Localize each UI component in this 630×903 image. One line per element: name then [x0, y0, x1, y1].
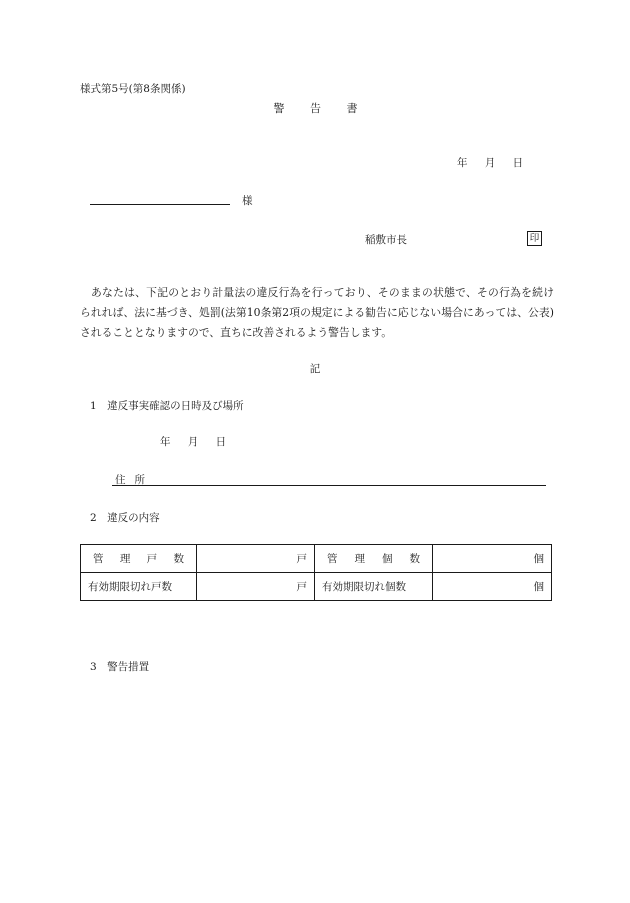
page-title: 警 告 書 — [273, 102, 369, 115]
address-label: 住所 — [115, 474, 154, 486]
seal-mark: 印 — [527, 231, 542, 246]
section2-heading: 2 違反の内容 — [90, 512, 160, 524]
section3-heading: 3 警告措置 — [90, 661, 150, 673]
managed-households-unit: 戸 — [197, 545, 315, 573]
table-row — [81, 545, 552, 573]
address-line — [112, 485, 546, 486]
addressee-suffix: 様 — [242, 195, 253, 207]
expired-households-unit: 戸 — [197, 573, 315, 601]
ki-heading: 記 — [309, 363, 321, 375]
table-row — [81, 573, 552, 601]
violation-date: 年 月 日 — [160, 436, 227, 448]
form-number: 様式第5号(第8条関係) — [80, 83, 186, 95]
expired-units-label: 有効期限切れ個数 — [315, 573, 433, 601]
addressee-blank-line — [90, 204, 230, 205]
expired-units-unit: 個 — [433, 573, 552, 601]
warning-body-text: あなたは、下記のとおり計量法の違反行為を行っており、そのままの状態で、その行為を続けられれば、法に基づき、処罰(法第10条第2項の規定による勧告に応じない場合にあっては、公表)されることとなりますので、直ちに改善されるよう警告します。 — [80, 286, 554, 339]
managed-units-label: 管理個数 — [315, 545, 433, 573]
section1-heading: 1 違反事実確認の日時及び場所 — [90, 400, 244, 412]
expired-households-label: 有効期限切れ戸数 — [81, 573, 197, 601]
managed-units-unit: 個 — [433, 545, 552, 573]
issue-date: 年 月 日 — [457, 157, 524, 169]
issuer-name: 稲敷市長 — [365, 234, 407, 246]
violation-table — [80, 544, 552, 601]
managed-households-label: 管理戸数 — [81, 545, 197, 573]
